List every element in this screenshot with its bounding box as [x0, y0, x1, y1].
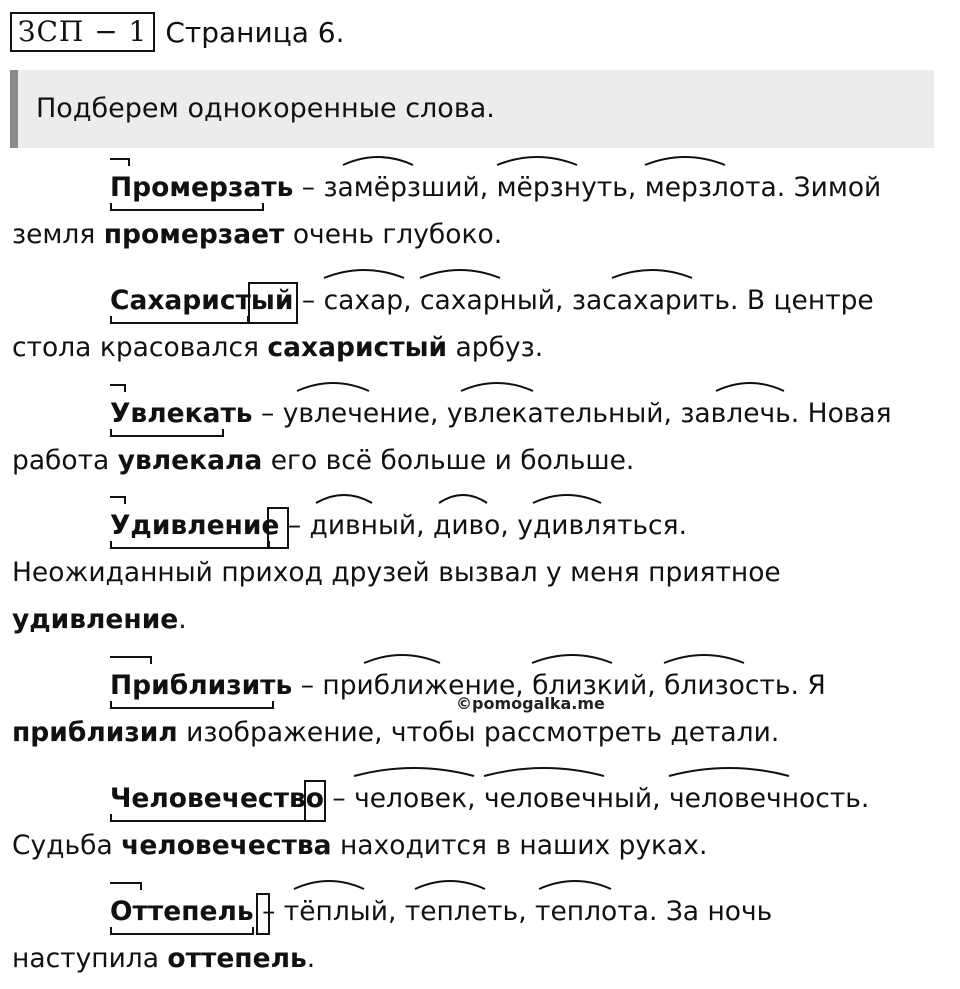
entry-3-headword: Увлекать [110, 391, 253, 437]
ending-mark [248, 282, 298, 324]
prefix-mark [110, 158, 130, 166]
related-word: удивляться [517, 503, 678, 549]
related-word: завлечь [680, 391, 790, 437]
page-header [10, 12, 345, 52]
entry-2-line-1: Сахаристый – сахар, сахарный, засахарить. В центре [12, 278, 960, 324]
base-mark [110, 927, 254, 935]
prefix-mark [110, 384, 126, 392]
base-mark [110, 203, 264, 211]
base-mark [110, 541, 270, 549]
entry-5-line-2: приблизил изображение, чтобы рассмотреть детали. [12, 717, 780, 748]
entry-5-headword: Приблизить [110, 663, 292, 709]
related-word: теплота [535, 889, 649, 935]
related-word: дивный [310, 503, 417, 549]
related-word: диво [433, 503, 500, 549]
related-word: сахарный [420, 278, 555, 324]
related-word: человечность [669, 776, 861, 822]
base-mark [110, 814, 306, 822]
exercise-code: ЗСП − 1 [10, 12, 155, 52]
ending-mark [304, 780, 326, 822]
entry-6-line-1: Человечество – человек, человечный, человечность. [12, 776, 960, 822]
related-word: близкий [532, 663, 647, 709]
related-word: человечный [484, 776, 652, 822]
entry-1-line-1: Промерзать – замёрзший, мёрзнуть, мерзлота. Зимой [12, 165, 960, 211]
related-word: сахар [324, 278, 404, 324]
base-mark [110, 429, 224, 437]
related-word: замёрзший [323, 165, 479, 211]
related-word: увлечение [283, 391, 430, 437]
entry-2-line-2: стола красовался сахаристый арбуз. [12, 332, 544, 363]
task-banner: Подберем однокоренные слова. [10, 70, 934, 148]
prefix-mark [110, 496, 126, 504]
entry-4-line-3: удивление. [12, 604, 187, 635]
page-number: Страница 6. [165, 15, 345, 49]
related-word: засахарить [572, 278, 730, 324]
related-word: тёплый [284, 889, 388, 935]
entry-7-line-1: Оттепель – тёплый, теплеть, теплота. За ночь [12, 889, 960, 935]
entry-7-headword: Оттепель [110, 889, 254, 935]
prefix-mark [110, 882, 142, 890]
related-word: близость [664, 663, 790, 709]
entry-4-line-1: Удивление – дивный, диво, удивляться. [12, 503, 960, 549]
watermark: ©pomogalka.me [456, 694, 605, 713]
entry-1-line-2: земля промерзает очень глубоко. [12, 219, 503, 250]
base-mark [110, 316, 249, 324]
related-word: человек [354, 776, 467, 822]
entry-4-headword: Удивление [110, 503, 279, 549]
related-word: увлекательный [447, 391, 664, 437]
prefix-mark [110, 656, 152, 664]
entry-1-headword: Промерзать [110, 165, 293, 211]
ending-mark [256, 893, 270, 935]
related-word: мёрзнуть [497, 165, 628, 211]
entry-3-line-2: работа увлекала его всё больше и больше. [12, 445, 635, 476]
entry-2-headword: Сахаристый [110, 278, 293, 324]
ending-mark [267, 507, 289, 549]
entry-3-line-1: Увлекать – увлечение, увлекательный, завлечь. Новая [12, 391, 960, 437]
entry-4-line-2: Неожиданный приход друзей вызвал у меня приятное [12, 557, 781, 588]
related-word: теплеть [405, 889, 518, 935]
related-word: приближение [322, 663, 515, 709]
base-mark [110, 701, 274, 709]
entry-6-headword: Человечество [110, 776, 324, 822]
entry-7-line-2: наступила оттепель. [12, 943, 316, 974]
entry-6-line-2: Судьба человечества находится в наших руках. [12, 830, 708, 861]
entry-5-line-1: Приблизить – приближение, близкий, близость. Я [12, 663, 960, 709]
related-word: мерзлота [645, 165, 777, 211]
